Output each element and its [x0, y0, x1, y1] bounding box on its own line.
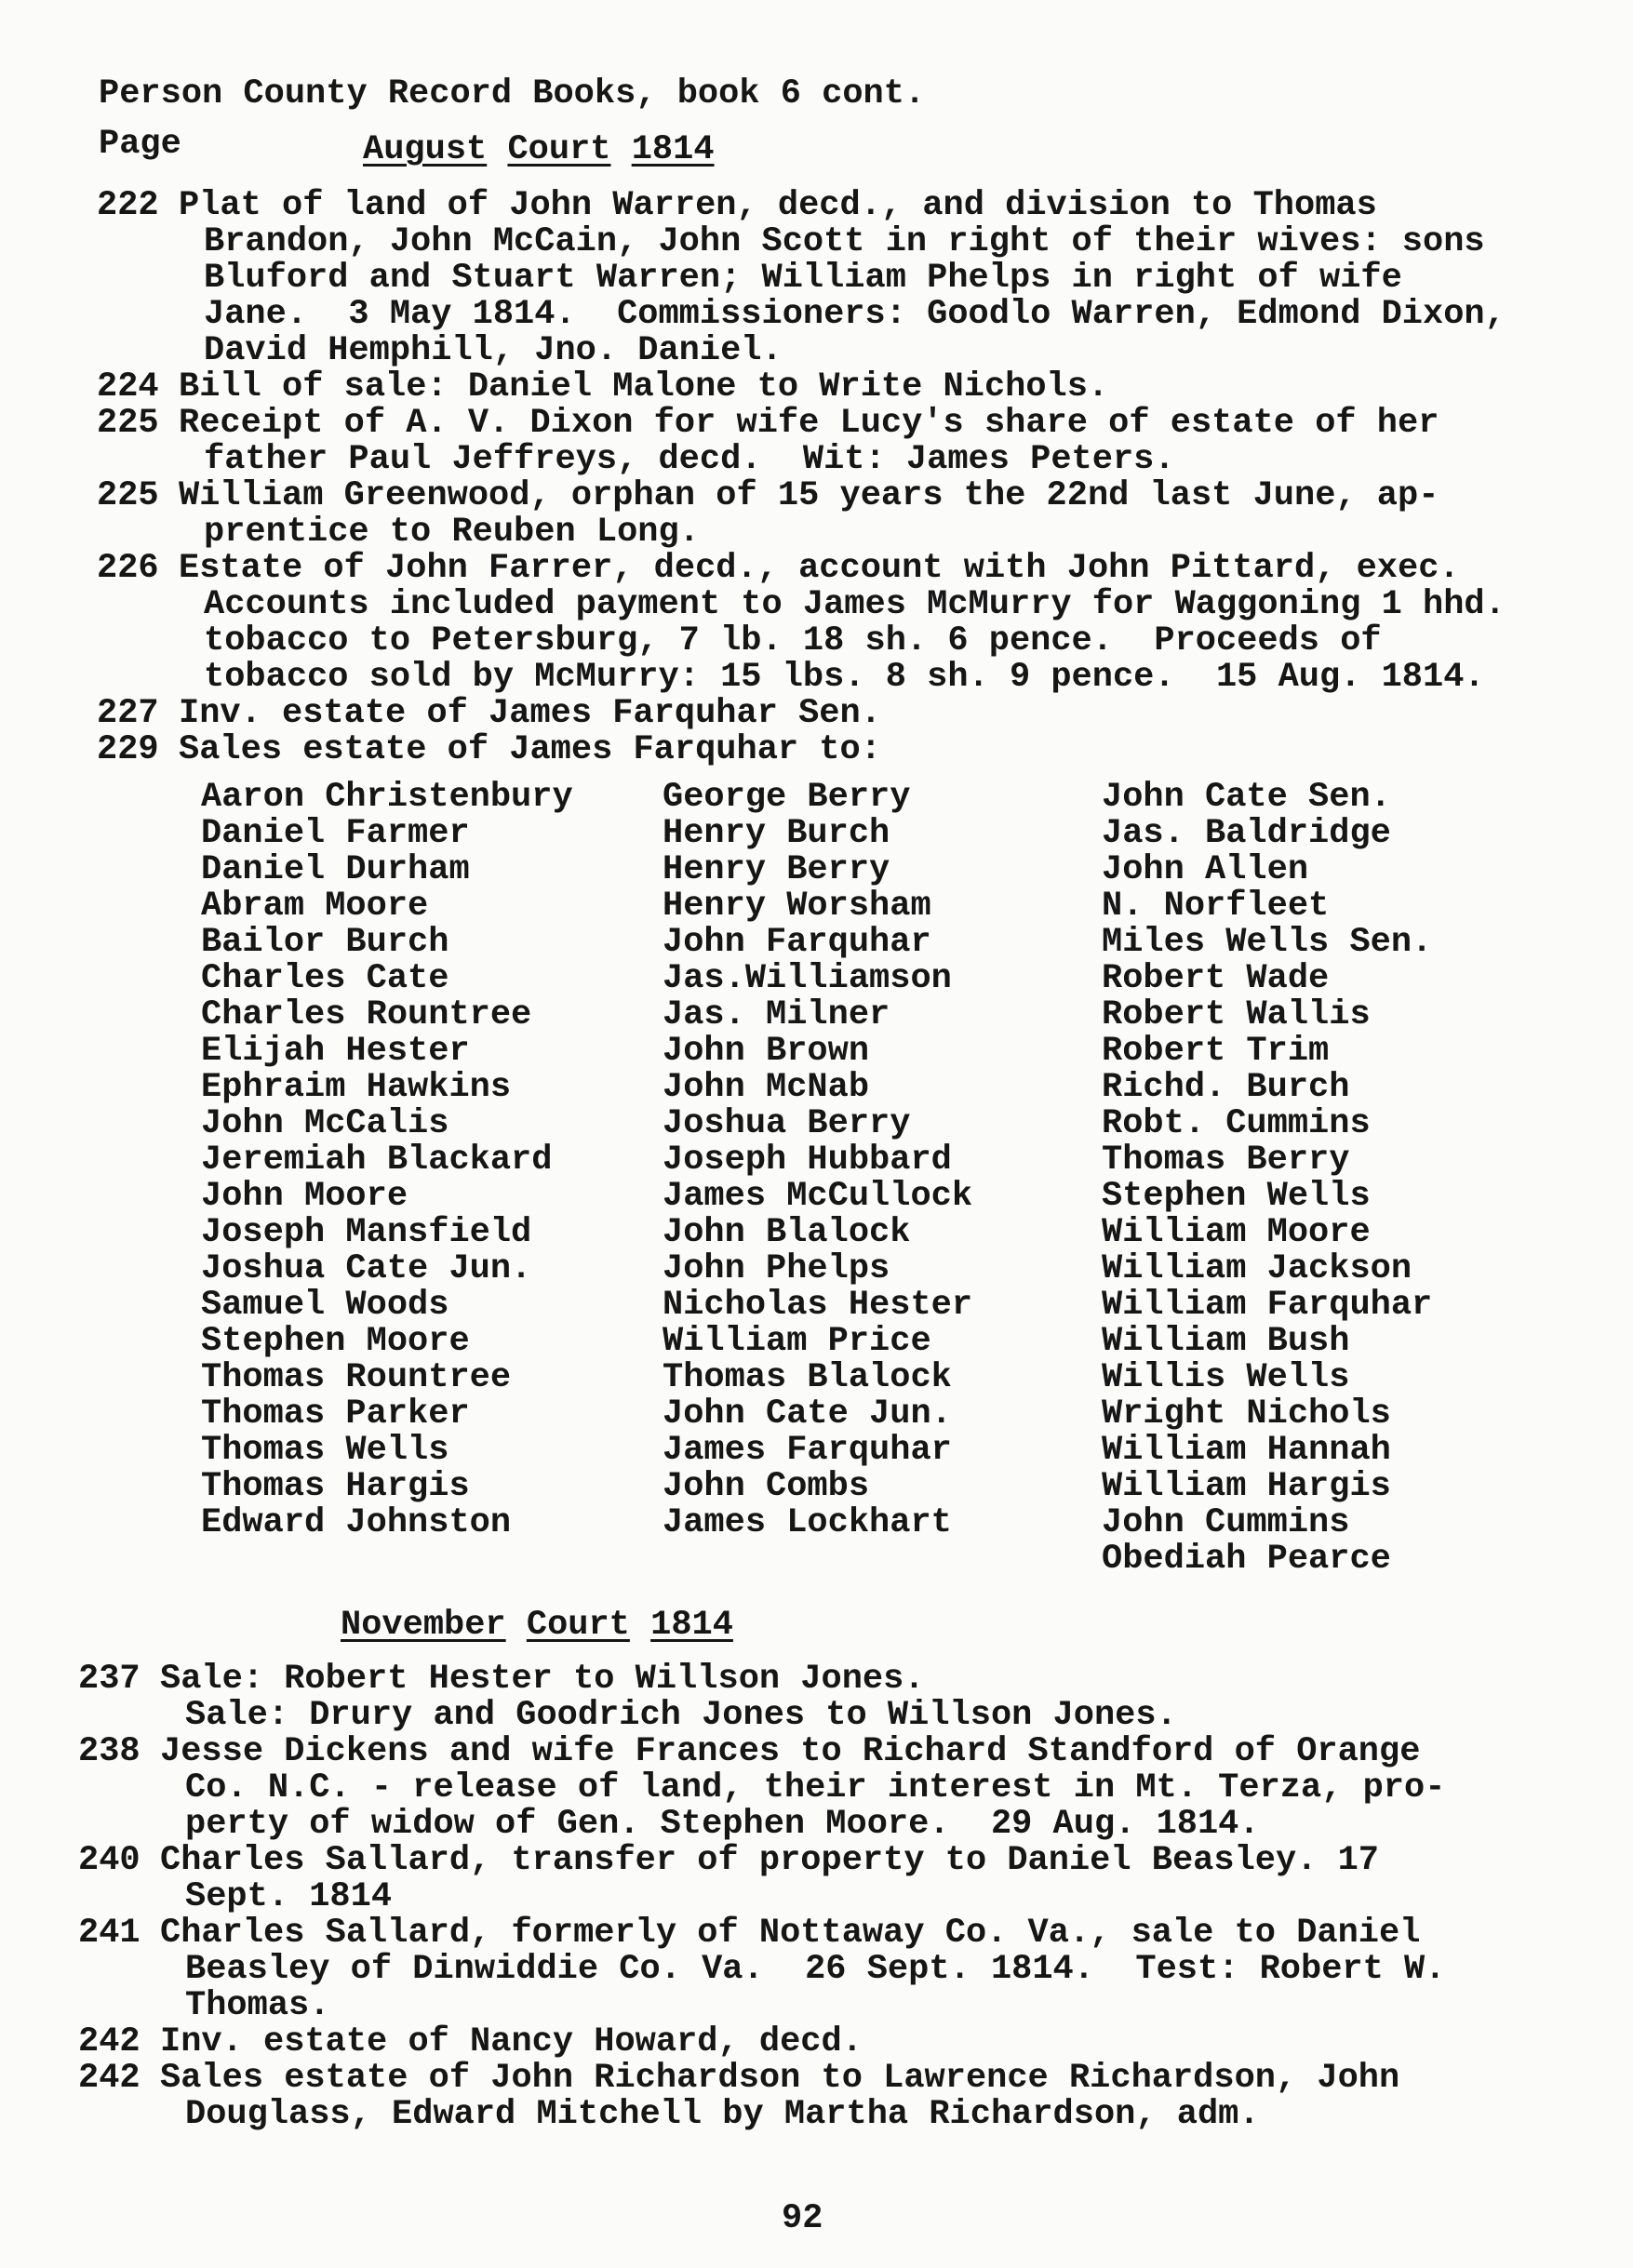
- entry-page-number: 242: [78, 2059, 141, 2098]
- buyer-name: Joseph Mansfield: [201, 1213, 532, 1252]
- buyer-name: Thomas Berry: [1102, 1141, 1350, 1180]
- buyers-column-3: [1102, 780, 1432, 1578]
- buyer-name: Robert Wade: [1102, 959, 1330, 998]
- page-number: 92: [782, 2199, 823, 2238]
- entry-line: Douglass, Edward Mitchell by Martha Richardson, adm.: [185, 2095, 1260, 2134]
- record-entry: [97, 406, 1506, 478]
- buyer-name: Jeremiah Blackard: [201, 1141, 553, 1180]
- entry-line: Sept. 1814: [185, 1877, 393, 1916]
- buyer-name: James McCullock: [663, 1177, 973, 1216]
- record-entry: [97, 478, 1506, 551]
- buyer-name: John McCalis: [201, 1104, 449, 1143]
- buyer-name: Elijah Hester: [201, 1032, 470, 1071]
- buyer-name: Henry Worsham: [663, 887, 931, 926]
- heading-word: August: [363, 130, 488, 169]
- buyer-name: Robert Wallis: [1102, 995, 1371, 1034]
- buyer-name: John Cate Sen.: [1102, 778, 1391, 817]
- buyer-name: James Lockhart: [663, 1503, 952, 1542]
- buyer-name: Thomas Hargis: [201, 1467, 470, 1506]
- record-entry: [97, 732, 1506, 768]
- buyer-name: Thomas Wells: [201, 1431, 449, 1470]
- buyer-name: George Berry: [663, 778, 911, 817]
- november-entries: [78, 1661, 1445, 2133]
- buyer-name: Jas.Williamson: [663, 959, 952, 998]
- buyer-name: Jas. Baldridge: [1102, 814, 1391, 853]
- buyer-name: N. Norfleet: [1102, 887, 1330, 926]
- record-entry: [78, 2024, 1445, 2061]
- entry-line: prentice to Reuben Long.: [204, 513, 700, 552]
- buyer-name: John Cummins: [1102, 1503, 1350, 1542]
- heading-word: 1814: [631, 130, 715, 169]
- entry-line: Estate of John Farrer, decd., account with John Pittard, exec.: [179, 549, 1460, 588]
- november-court-heading: [341, 1608, 733, 1644]
- buyer-name: Henry Burch: [663, 814, 890, 853]
- buyer-name: Daniel Durham: [201, 850, 470, 889]
- entry-line: Charles Sallard, transfer of property to Daniel Beasley. 17: [160, 1841, 1380, 1880]
- entry-page-number: 237: [78, 1660, 141, 1699]
- buyer-name: Thomas Blalock: [663, 1358, 952, 1397]
- entry-line: Bill of sale: Daniel Malone to Write Nichols.: [179, 367, 1109, 407]
- record-entry: [78, 1661, 1445, 1734]
- entry-line: Accounts included payment to James McMurry for Waggoning 1 hhd.: [204, 585, 1506, 624]
- record-entry: [78, 1915, 1445, 2024]
- entry-line: Sale: Robert Hester to Willson Jones.: [160, 1660, 925, 1699]
- buyer-name: William Hannah: [1102, 1431, 1391, 1470]
- heading-word: 1814: [650, 1606, 733, 1645]
- entry-line: Sales estate of John Richardson to Lawrence Richardson, John: [160, 2059, 1400, 2098]
- entry-line: Sales estate of James Farquhar to:: [179, 730, 881, 769]
- entry-line: Brandon, John McCain, John Scott in right of their wives: sons: [204, 222, 1485, 261]
- entry-line: tobacco to Petersburg, 7 lb. 18 sh. 6 pence. Proceeds of: [204, 621, 1382, 660]
- buyer-name: Henry Berry: [663, 850, 890, 889]
- buyer-name: Thomas Parker: [201, 1394, 470, 1434]
- buyer-name: John Cate Jun.: [663, 1394, 952, 1434]
- entry-line: William Greenwood, orphan of 15 years the 22nd last June, ap-: [179, 476, 1439, 515]
- entry-line: Receipt of A. V. Dixon for wife Lucy's share of estate of her: [179, 404, 1439, 443]
- buyer-name: Abram Moore: [201, 887, 429, 926]
- entry-page-number: 241: [78, 1914, 141, 1953]
- entry-page-number: 229: [97, 730, 159, 769]
- heading-word: November: [341, 1606, 506, 1645]
- entry-page-number: 227: [97, 694, 159, 733]
- buyer-name: John Brown: [663, 1032, 870, 1071]
- buyer-name: Willis Wells: [1102, 1358, 1350, 1397]
- buyer-name: Jas. Milner: [663, 995, 890, 1034]
- document-header: Person County Record Books, book 6 cont.: [99, 74, 926, 113]
- entry-line: Inv. estate of James Farquhar Sen.: [179, 694, 881, 733]
- buyer-name: Joshua Berry: [663, 1104, 911, 1143]
- record-entry: [78, 1734, 1445, 1843]
- buyer-name: John Farquhar: [663, 923, 931, 962]
- buyer-name: Ephraim Hawkins: [201, 1068, 512, 1107]
- buyer-name: Stephen Wells: [1102, 1177, 1371, 1216]
- entry-line: Plat of land of John Warren, decd., and division to Thomas: [179, 186, 1377, 225]
- buyer-name: Joseph Hubbard: [663, 1141, 952, 1180]
- entry-page-number: 226: [97, 549, 159, 588]
- buyer-name: Daniel Farmer: [201, 814, 470, 853]
- entry-line: Jane. 3 May 1814. Commissioners: Goodlo Warren, Edmond Dixon,: [204, 295, 1506, 334]
- heading-word: Court: [526, 1606, 630, 1645]
- buyer-name: John Blalock: [663, 1213, 911, 1252]
- page-column-label: Page: [99, 125, 181, 164]
- entry-line: Charles Sallard, formerly of Nottaway Co. Va., sale to Daniel: [160, 1914, 1421, 1953]
- buyer-name: John Moore: [201, 1177, 408, 1216]
- entry-page-number: 240: [78, 1841, 141, 1880]
- buyer-name: John Combs: [663, 1467, 870, 1506]
- buyer-name: William Farquhar: [1102, 1286, 1433, 1325]
- buyer-name: James Farquhar: [663, 1431, 952, 1470]
- entry-line: father Paul Jeffreys, decd. Wit: James Peters.: [204, 440, 1175, 479]
- buyer-name: Charles Rountree: [201, 995, 532, 1034]
- entry-line: Bluford and Stuart Warren; William Phelps in right of wife: [204, 259, 1402, 298]
- buyer-name: Samuel Woods: [201, 1286, 449, 1325]
- buyer-name: Nicholas Hester: [663, 1286, 973, 1325]
- buyer-name: Edward Johnston: [201, 1503, 512, 1542]
- entry-line: Jesse Dickens and wife Frances to Richard Standford of Orange: [160, 1732, 1421, 1771]
- entry-page-number: 224: [97, 367, 159, 407]
- buyer-name: Richd. Burch: [1102, 1068, 1350, 1107]
- buyer-name: John Allen: [1102, 850, 1309, 889]
- entry-line: Co. N.C. - release of land, their interest in Mt. Terza, pro-: [185, 1768, 1446, 1808]
- entry-page-number: 242: [78, 2022, 141, 2061]
- record-entry: [97, 369, 1506, 406]
- buyer-name: Bailor Burch: [201, 923, 449, 962]
- entry-page-number: 238: [78, 1732, 141, 1771]
- buyer-name: Aaron Christenbury: [201, 778, 573, 817]
- august-entries: [97, 188, 1506, 768]
- buyer-name: Robert Trim: [1102, 1032, 1330, 1071]
- buyer-name: William Moore: [1102, 1213, 1371, 1252]
- record-entry: [97, 696, 1506, 732]
- buyer-name: John Phelps: [663, 1249, 890, 1288]
- entry-page-number: 225: [97, 404, 159, 443]
- entry-line: Beasley of Dinwiddie Co. Va. 26 Sept. 1814. Test: Robert W.: [185, 1950, 1446, 1989]
- entry-line: Thomas.: [185, 1986, 330, 2025]
- entry-line: Inv. estate of Nancy Howard, decd.: [160, 2022, 863, 2061]
- entry-page-number: 222: [97, 186, 159, 225]
- buyer-name: William Price: [663, 1322, 931, 1361]
- buyer-name: Obediah Pearce: [1102, 1540, 1391, 1579]
- buyers-column-2: [663, 780, 972, 1541]
- record-entry: [78, 2061, 1445, 2133]
- buyer-name: Wright Nichols: [1102, 1394, 1391, 1434]
- buyers-column-1: [201, 780, 573, 1541]
- record-entry: [78, 1843, 1445, 1915]
- buyer-name: William Bush: [1102, 1322, 1350, 1361]
- buyer-name: William Hargis: [1102, 1467, 1391, 1506]
- buyer-name: Charles Cate: [201, 959, 449, 998]
- record-entry: [97, 188, 1506, 369]
- buyer-name: Joshua Cate Jun.: [201, 1249, 532, 1288]
- buyer-name: John McNab: [663, 1068, 870, 1107]
- entry-line: tobacco sold by McMurry: 15 lbs. 8 sh. 9 pence. 15 Aug. 1814.: [204, 658, 1485, 697]
- entry-page-number: 225: [97, 476, 159, 515]
- buyer-name: William Jackson: [1102, 1249, 1412, 1288]
- entry-line: perty of widow of Gen. Stephen Moore. 29 Aug. 1814.: [185, 1805, 1260, 1844]
- entry-line: Sale: Drury and Goodrich Jones to Willson Jones.: [185, 1696, 1177, 1735]
- buyer-name: Miles Wells Sen.: [1102, 923, 1433, 962]
- august-court-heading: [363, 132, 715, 168]
- record-entry: [97, 551, 1506, 696]
- entry-line: David Hemphill, Jno. Daniel.: [204, 331, 783, 370]
- buyer-name: Robt. Cummins: [1102, 1104, 1371, 1143]
- heading-word: Court: [507, 130, 611, 169]
- buyer-name: Thomas Rountree: [201, 1358, 512, 1397]
- buyer-name: Stephen Moore: [201, 1322, 470, 1361]
